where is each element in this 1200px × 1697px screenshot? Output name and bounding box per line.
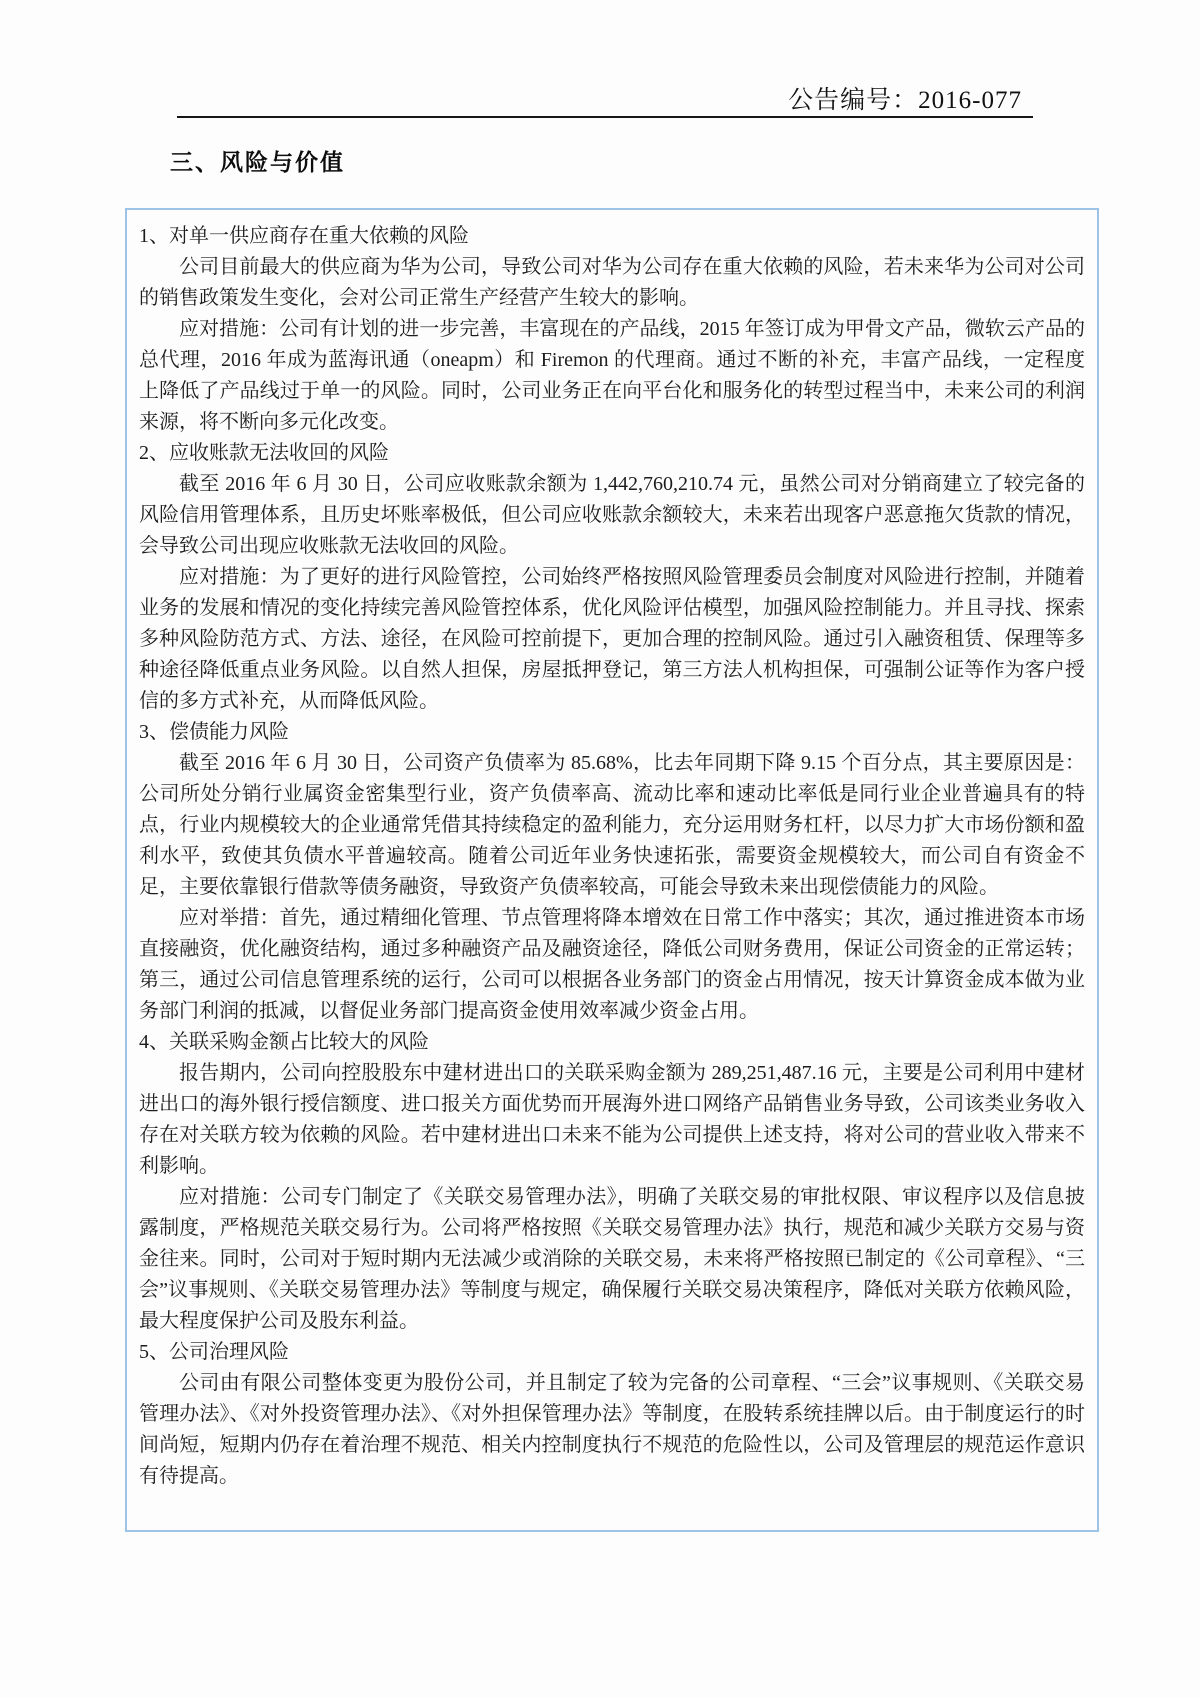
risk-item-5-paragraph-1: 公司由有限公司整体变更为股份公司，并且制定了较为完备的公司章程、“三会”议事规则、《关联交易管理办法》、《对外投资管理办法》、《对外担保管理办法》等制度，在股转系统挂牌以后。由于制度运行的时间尚短，短期内仍存在着治理不规范、相关内控制度执行不规范的危险性以，公司及管理层的规范运作意识有待提高。	[139, 1372, 1085, 1487]
risk-item-1-paragraph-2: 应对措施：公司有计划的进一步完善，丰富现在的产品线，2015 年签订成为甲骨文产品，微软云产品的总代理，2016 年成为蓝海讯通（oneapm）和 Firemon 的代理商。通过不断的补充，丰富产品线，一定程度上降低了产品线过于单一的风险。同时，公司业务正在向平台化和服务化的转型过程当中，未来公司的利润来源，将不断向多元化改变。	[139, 318, 1085, 433]
risk-item-1	[139, 221, 1085, 438]
risk-item-2-heading: 2、应收账款无法收回的风险	[139, 442, 389, 464]
risk-item-5	[139, 1337, 1085, 1492]
risk-item-1-heading: 1、对单一供应商存在重大依赖的风险	[139, 225, 469, 247]
risk-item-1-paragraph-1: 公司目前最大的供应商为华为公司，导致公司对华为公司存在重大依赖的风险，若未来华为公司对公司的销售政策发生变化，会对公司正常生产经营产生较大的影响。	[139, 256, 1085, 309]
risk-item-2	[139, 438, 1085, 717]
section-title: 三、风险与价值	[170, 149, 345, 175]
risk-item-3-paragraph-2: 应对举措：首先，通过精细化管理、节点管理将降本增效在日常工作中落实；其次，通过推进资本市场直接融资，优化融资结构，通过多种融资产品及融资途径，降低公司财务费用，保证公司资金的正常运转；第三，通过公司信息管理系统的运行，公司可以根据各业务部门的资金占用情况，按天计算资金成本做为业务部门利润的抵减，以督促业务部门提高资金使用效率减少资金占用。	[139, 907, 1085, 1022]
header-rule	[177, 116, 1033, 118]
risk-item-4	[139, 1027, 1085, 1337]
risk-item-5-heading: 5、公司治理风险	[139, 1341, 289, 1363]
risk-item-2-paragraph-1: 截至 2016 年 6 月 30 日，公司应收账款余额为 1,442,760,210.74 元，虽然公司对分销商建立了较完备的风险信用管理体系，且历史坏账率极低，但公司应收账款余额较大，未来若出现客户恶意拖欠货款的情况，会导致公司出现应收账款无法收回的风险。	[139, 473, 1085, 557]
risk-item-3-heading: 3、偿债能力风险	[139, 721, 289, 743]
announcement-number: 公告编号：2016-077	[788, 87, 1022, 114]
risk-item-4-heading: 4、关联采购金额占比较大的风险	[139, 1031, 429, 1053]
risk-content-box	[125, 208, 1099, 1532]
risk-item-2-paragraph-2: 应对措施：为了更好的进行风险管控，公司始终严格按照风险管理委员会制度对风险进行控制，并随着业务的发展和情况的变化持续完善风险管控体系，优化风险评估模型，加强风险控制能力。并且寻找、探索多种风险防范方式、方法、途径，在风险可控前提下，更加合理的控制风险。通过引入融资租赁、保理等多种途径降低重点业务风险。以自然人担保，房屋抵押登记，第三方法人机构担保，可强制公证等作为客户授信的多方式补充，从而降低风险。	[139, 566, 1085, 712]
risk-item-3	[139, 717, 1085, 1027]
risk-item-4-paragraph-1: 报告期内，公司向控股股东中建材进出口的关联采购金额为 289,251,487.16 元，主要是公司利用中建材进出口的海外银行授信额度、进口报关方面优势而开展海外进口网络产品销售业务导致，公司该类业务收入存在对关联方较为依赖的风险。若中建材进出口未来不能为公司提供上述支持，将对公司的营业收入带来不利影响。	[139, 1062, 1085, 1177]
risk-item-3-paragraph-1: 截至 2016 年 6 月 30 日，公司资产负债率为 85.68%，比去年同期下降 9.15 个百分点，其主要原因是：公司所处分销行业属资金密集型行业，资产负债率高、流动比率和速动比率低是同行业企业普遍具有的特点，行业内规模较大的企业通常凭借其持续稳定的盈利能力，充分运用财务杠杆，以尽力扩大市场份额和盈利水平，致使其负债水平普遍较高。随着公司近年业务快速拓张，需要资金规模较大，而公司自有资金不足，主要依靠银行借款等债务融资，导致资产负债率较高，可能会导致未来出现偿债能力的风险。	[139, 752, 1085, 898]
risk-item-4-paragraph-2: 应对措施：公司专门制定了《关联交易管理办法》，明确了关联交易的审批权限、审议程序以及信息披露制度，严格规范关联交易行为。公司将严格按照《关联交易管理办法》执行，规范和减少关联方交易与资金往来。同时，公司对于短时期内无法减少或消除的关联交易，未来将严格按照已制定的《公司章程》、“三会”议事规则、《关联交易管理办法》等制度与规定，确保履行关联交易决策程序，降低对关联方依赖风险，最大程度保护公司及股东利益。	[139, 1186, 1085, 1332]
